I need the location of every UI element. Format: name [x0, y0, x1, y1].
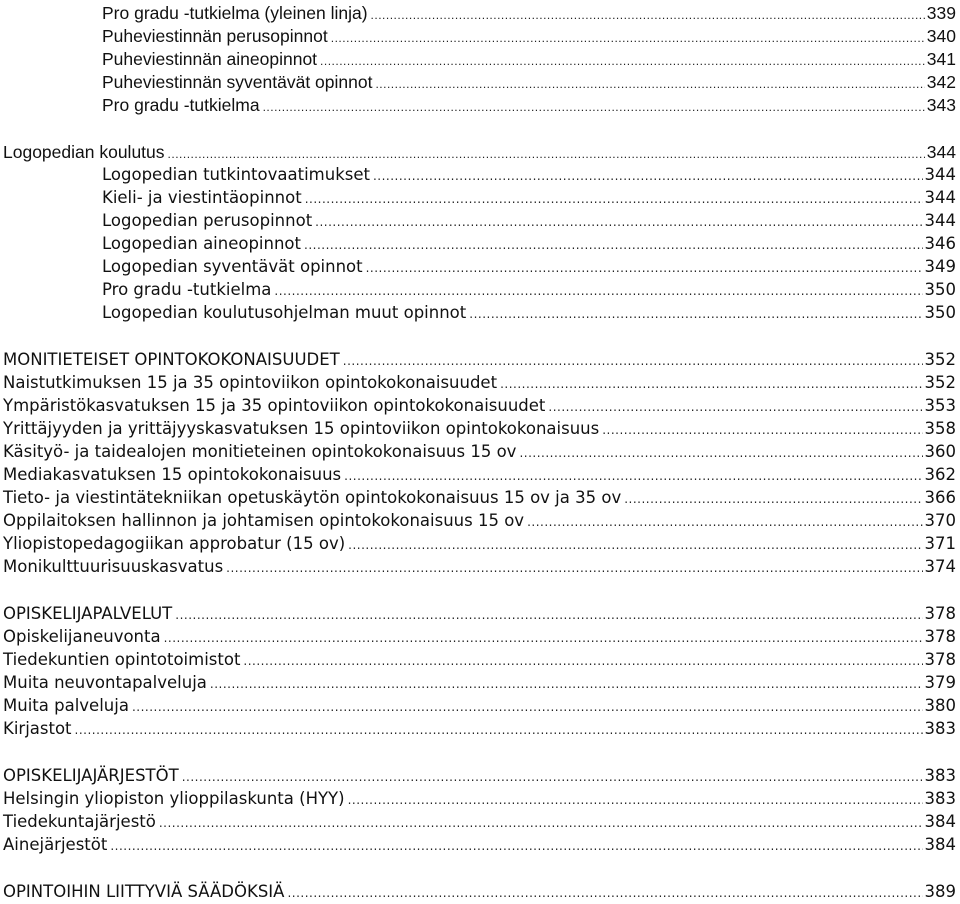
toc-entry[interactable] — [3, 464, 956, 486]
toc-entry[interactable] — [102, 210, 956, 232]
toc-entry-title: Logopedian syventävät opinnot — [102, 257, 363, 276]
toc-entry-title: Ympäristökasvatuksen 15 ja 35 opintoviikon opintokokonaisuudet — [3, 396, 546, 415]
toc-entry[interactable] — [102, 279, 956, 301]
dot-leader — [344, 465, 922, 487]
toc-entry[interactable] — [3, 441, 956, 463]
toc-entry-page: 344 — [926, 142, 956, 162]
toc-entry-page: 378 — [924, 604, 956, 623]
toc-entry-page: 344 — [924, 165, 956, 184]
dot-leader — [132, 696, 923, 718]
toc-entry[interactable] — [102, 48, 956, 70]
toc-entry-page: 378 — [924, 650, 956, 669]
toc-entry[interactable] — [3, 881, 956, 903]
toc-entry-title: Helsingin yliopiston ylioppilaskunta (HYY) — [3, 789, 345, 808]
toc-entry-title: Logopedian koulutus — [3, 142, 165, 162]
toc-entry-title: MONITIETEISET OPINTOKOKONAISUUDET — [3, 350, 340, 369]
dot-leader — [331, 27, 925, 49]
toc-entry-page: 360 — [924, 442, 956, 461]
toc-entry-title: Puheviestinnän aineopinnot — [102, 49, 318, 69]
toc-entry-page: 341 — [926, 49, 956, 69]
toc-entry-title: Pro gradu -tutkielma — [102, 280, 272, 299]
toc-entry[interactable] — [3, 395, 956, 417]
toc-entry-page: 352 — [924, 373, 956, 392]
toc-entry-page: 389 — [924, 882, 956, 901]
dot-leader — [164, 627, 923, 649]
toc-entry-page: 340 — [926, 26, 956, 46]
toc-entry-page: 344 — [924, 211, 956, 230]
toc-entry-title: Pro gradu -tutkielma — [102, 95, 260, 115]
dot-leader — [548, 396, 922, 418]
toc-entry-title: Ainejärjestöt — [3, 835, 108, 854]
toc-entry[interactable] — [3, 718, 956, 740]
toc-entry-page: 344 — [924, 188, 956, 207]
toc-entry[interactable] — [102, 187, 956, 209]
dot-leader — [263, 96, 925, 118]
toc-entry[interactable] — [3, 695, 956, 717]
toc-entry[interactable] — [102, 2, 956, 24]
toc-entry[interactable] — [3, 372, 956, 394]
toc-entry[interactable] — [3, 649, 956, 671]
dot-leader — [343, 350, 923, 372]
toc-entry[interactable] — [3, 556, 956, 578]
dot-leader — [243, 650, 922, 672]
dot-leader — [305, 188, 923, 210]
toc-entry-title: Logopedian aineopinnot — [102, 234, 301, 253]
dot-leader — [320, 50, 925, 72]
toc-entry-title: OPISKELIJAPALVELUT — [3, 604, 173, 623]
toc-entry-title: Tiedekuntien opintotoimistot — [3, 650, 241, 669]
toc-entry-page: 353 — [924, 396, 956, 415]
dot-leader — [159, 812, 923, 834]
toc-entry[interactable] — [3, 811, 956, 833]
toc-entry[interactable] — [3, 765, 956, 787]
toc-entry-title: Kirjastot — [3, 719, 72, 738]
toc-entry-page: 383 — [924, 766, 956, 785]
dot-leader — [304, 234, 923, 256]
toc-entry-page: 362 — [924, 465, 956, 484]
toc-entry-title: Opiskelijaneuvonta — [3, 627, 161, 646]
dot-leader — [519, 442, 922, 464]
dot-leader — [348, 789, 923, 811]
dot-leader — [371, 4, 925, 26]
toc-entry-title: Logopedian perusopinnot — [102, 211, 313, 230]
toc-entry[interactable] — [102, 164, 956, 186]
toc-entry-title: Käsityö- ja taidealojen monitieteinen opintokokonaisuus 15 ov — [3, 442, 517, 461]
toc-entry-page: 370 — [924, 511, 956, 530]
toc-entry-page: 384 — [924, 812, 956, 831]
toc-entry-title: Logopedian koulutusohjelman muut opinnot — [102, 303, 467, 322]
toc-entry-title: Monikulttuurisuuskasvatus — [3, 557, 224, 576]
toc-entry-title: Logopedian tutkintovaatimukset — [102, 165, 370, 184]
toc-entry-page: 374 — [924, 557, 956, 576]
dot-leader — [375, 73, 924, 95]
toc-entry[interactable] — [3, 672, 956, 694]
dot-leader — [168, 143, 925, 165]
toc-entry-title: Kieli- ja viestintäopinnot — [102, 188, 302, 207]
toc-entry-page: 352 — [924, 350, 956, 369]
toc-entry-page: 350 — [924, 303, 956, 322]
dot-leader — [373, 165, 923, 187]
toc-entry-page: 383 — [924, 789, 956, 808]
toc-entry[interactable] — [3, 626, 956, 648]
toc-entry[interactable] — [102, 233, 956, 255]
toc-entry[interactable] — [3, 533, 956, 555]
dot-leader — [274, 280, 922, 302]
dot-leader — [287, 882, 922, 904]
dot-leader — [624, 488, 922, 510]
toc-entry[interactable] — [102, 71, 956, 93]
dot-leader — [366, 257, 923, 279]
toc-entry-page: 383 — [924, 719, 956, 738]
dot-leader — [110, 835, 922, 857]
toc-entry-page: 371 — [924, 534, 956, 553]
dot-leader — [75, 719, 923, 741]
toc-entry-page: 349 — [924, 257, 956, 276]
dot-leader — [175, 604, 922, 626]
toc-entry-page: 379 — [924, 673, 956, 692]
toc-entry-page: 366 — [924, 488, 956, 507]
toc-entry-title: Yliopistopedagogiikan approbatur (15 ov) — [3, 534, 346, 553]
dot-leader — [315, 211, 922, 233]
toc-entry-page: 342 — [926, 72, 956, 92]
toc-entry[interactable] — [3, 788, 956, 810]
toc-entry-title: Muita palveluja — [3, 696, 129, 715]
toc-entry[interactable] — [3, 510, 956, 532]
toc-entry-title: OPISKELIJAJÄRJESTÖT — [3, 766, 179, 785]
toc-entry-page: 384 — [924, 835, 956, 854]
dot-leader — [527, 511, 922, 533]
toc-entry-page: 339 — [926, 3, 956, 23]
dot-leader — [500, 373, 922, 395]
toc-entry-title: Oppilaitoksen hallinnon ja johtamisen opintokokonaisuus 15 ov — [3, 511, 525, 530]
toc-entry-title: Pro gradu -tutkielma (yleinen linja) — [102, 3, 368, 23]
toc-entry[interactable] — [3, 418, 956, 440]
toc-entry-page: 343 — [926, 95, 956, 115]
toc-entry[interactable] — [102, 256, 956, 278]
toc-entry[interactable] — [3, 487, 956, 509]
toc-entry-page: 378 — [924, 627, 956, 646]
toc-entry[interactable] — [3, 141, 956, 163]
dot-leader — [469, 303, 922, 325]
toc-entry[interactable] — [102, 302, 956, 324]
dot-leader — [226, 557, 922, 579]
toc-entry-page: 380 — [924, 696, 956, 715]
toc-entry[interactable] — [3, 349, 956, 371]
toc-entry-title: Puheviestinnän syventävät opinnot — [102, 72, 373, 92]
toc-entry[interactable] — [102, 94, 956, 116]
toc-entry-title: Tieto- ja viestintätekniikan opetuskäytön opintokokonaisuus 15 ov ja 35 ov — [3, 488, 622, 507]
toc-entry[interactable] — [3, 834, 956, 856]
toc-entry-page: 346 — [924, 234, 956, 253]
toc-entry-title: OPINTOIHIN LIITTYVIÄ SÄÄDÖKSIÄ — [3, 882, 285, 901]
toc-entry-title: Mediakasvatuksen 15 opintokokonaisuus — [3, 465, 342, 484]
toc-entry-title: Puheviestinnän perusopinnot — [102, 26, 328, 46]
toc-entry-page: 350 — [924, 280, 956, 299]
toc-entry-page: 358 — [924, 419, 956, 438]
dot-leader — [210, 673, 923, 695]
toc-entry-title: Muita neuvontapalveluja — [3, 673, 207, 692]
dot-leader — [348, 534, 922, 556]
toc-entry-title: Naistutkimuksen 15 ja 35 opintoviikon opintokokonaisuudet — [3, 373, 498, 392]
toc-entry[interactable] — [3, 603, 956, 625]
toc-entry-title: Yrittäjyyden ja yrittäjyyskasvatuksen 15 opintoviikon opintokokonaisuus — [3, 419, 600, 438]
dot-leader — [602, 419, 922, 441]
toc-entry-title: Tiedekuntajärjestö — [3, 812, 156, 831]
dot-leader — [182, 766, 923, 788]
toc-entry[interactable] — [102, 25, 956, 47]
